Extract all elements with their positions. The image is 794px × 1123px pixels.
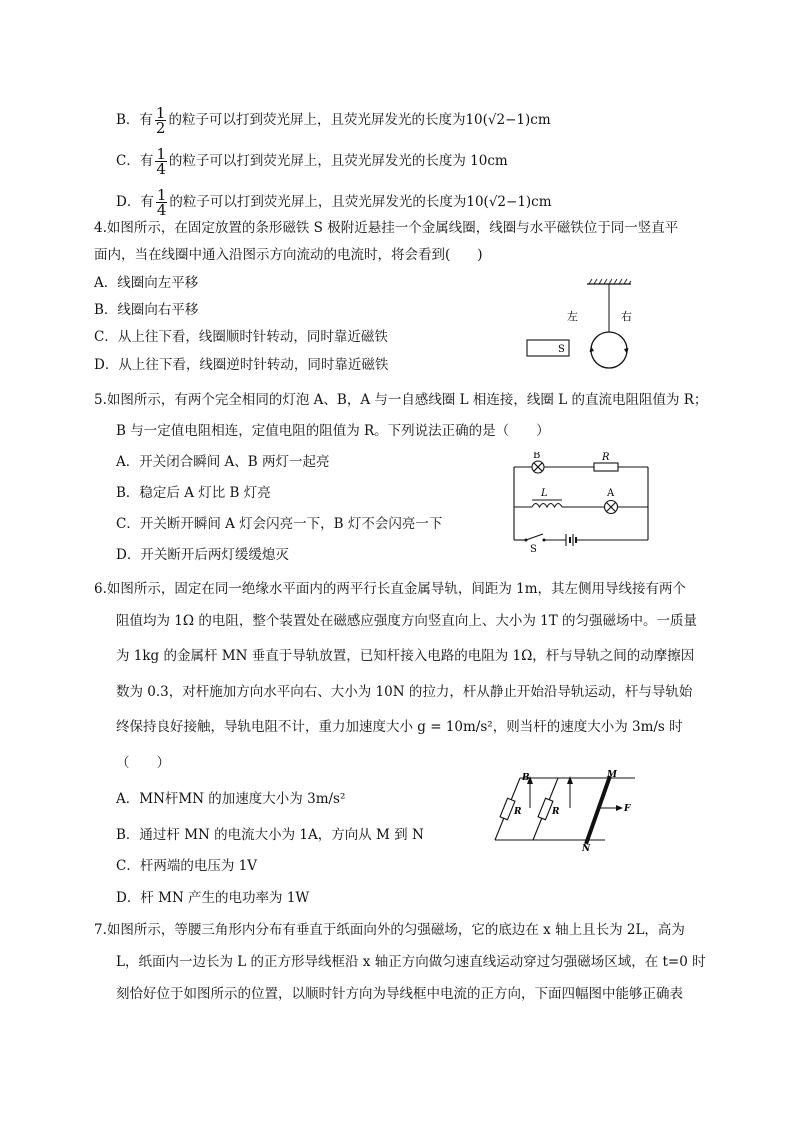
force-arrow-icon (600, 805, 623, 811)
battery (566, 534, 576, 546)
switch-s (526, 534, 543, 540)
fraction: $\frac{1}{4}$ (156, 186, 167, 219)
metal-rod-mn (586, 776, 610, 844)
q6-stem-line1: 6.如图所示，固定在同一绝缘水平面内的两平行长直金属导轨，间距为 1m，其左侧用导线接有两个 (94, 581, 687, 597)
inductor-l (532, 504, 562, 508)
q5-option-c: C．开关断开瞬间 A 灯会闪亮一下，B 灯不会闪亮一下 (116, 516, 443, 532)
resistor-label-1: R (514, 807, 522, 817)
lamp-a (605, 501, 618, 514)
field-label-b: B (522, 773, 530, 783)
q6-option-d: D．杆 MN 产生的电功率为 1W (116, 890, 310, 906)
q4-option-c: C．从上往下看，线圈顺时针转动，同时靠近磁铁 (94, 329, 388, 345)
inductor-label: L (541, 488, 548, 499)
q7-stem-line3: 刻恰好位于如图所示的位置，以顺时针方向为导线框中电流的正方向，下面四幅图中能够正确表 (116, 986, 683, 1002)
q4-stem-line1: 4.如图所示，在固定放置的条形磁铁 S 极附近悬挂一个金属线圈，线圈与水平磁铁位于同一竖直平 (94, 220, 679, 236)
q7-stem-line1: 7.如图所示，等腰三角形内分布有垂直于纸面向外的匀强磁场，它的底边在 x 轴上且长为 2L，高为 (94, 922, 685, 938)
q6-rail-figure (490, 770, 650, 854)
q4-figure (525, 278, 645, 374)
q4-option-b: B．线圈向右平移 (94, 302, 199, 318)
q6-stem-line5: 终保持良好接触，导轨电阻不计，重力加速度大小 g = 10m/s²，则当杆的速度大小为 3m/s 时 (116, 719, 683, 735)
q5-stem-line2: B 与一定值电阻相连，定值电阻的阻值为 R。下列说法正确的是（ ） (116, 423, 550, 439)
resistor-r2 (538, 798, 553, 820)
label-right: 右 (621, 310, 632, 323)
magnet-pole-label: S (558, 344, 565, 355)
lamp-a-label: A (607, 488, 615, 499)
lamp-b (532, 461, 544, 473)
resistor-r1 (500, 798, 515, 820)
fraction: $\frac{1}{2}$ (155, 104, 166, 137)
q6-stem-line3: 为 1kg 的金属杆 MN 垂直于导轨放置，已知杆接入电路的电阻为 1Ω，杆与导轨之间的动摩擦因 (116, 648, 695, 664)
q6-stem-line6: （ ） (116, 755, 170, 771)
q4-stem-line2: 面内，当在线圈中通入沿图示方向流动的电流时，将会看到( ) (94, 247, 483, 263)
resistor-label: R (602, 452, 610, 463)
q5-stem-line1: 5.如图所示，有两个完全相同的灯泡 A、B，A 与一自感线圈 L 相连接，线圈 L 的直流电阻阻值为 R； (94, 392, 708, 408)
q6-option-a: A．MN杆MN 的加速度大小为 3m/s² (116, 791, 346, 807)
rod-label-m: M (607, 770, 617, 780)
force-label-f: F (624, 804, 631, 814)
switch-label: S (530, 544, 537, 554)
q5-option-a: A．开关闭合瞬间 A、B 两灯一起亮 (116, 454, 330, 470)
q6-stem-line4: 数为 0.3，对杆施加方向水平向右、大小为 10N 的拉力，杆从静止开始沿导轨运动，杆与导轨始 (116, 684, 693, 700)
label-left: 左 (567, 310, 578, 323)
metal-coil (591, 332, 627, 368)
lamp-b-label: B (533, 452, 541, 461)
q6-option-c: C．杆两端的电压为 1V (116, 858, 257, 874)
rod-label-n: N (582, 844, 591, 854)
q3-option-c: C．有 $\frac{1}{4}$ 的粒子可以打到荧光屏上，且荧光屏发光的长度为 10cm (116, 145, 508, 178)
switch-contact (525, 539, 528, 542)
resistor-label-2: R (552, 807, 560, 817)
q6-option-b: B．通过杆 MN 的电流大小为 1A，方向从 M 到 N (116, 827, 424, 843)
resistor-r (594, 463, 618, 471)
q3-option-b: B．有 $\frac{1}{2}$ 的粒子可以打到荧光屏上，且荧光屏发光的长度为10(√2−1)cm (116, 104, 551, 137)
switch-contact (543, 539, 546, 542)
ceiling-hatch (589, 279, 631, 284)
q4-option-d: D．从上往下看，线圈逆时针转动，同时靠近磁铁 (94, 357, 389, 373)
q4-option-a: A．线圈向左平移 (94, 275, 199, 291)
fraction: $\frac{1}{4}$ (156, 145, 166, 178)
q7-stem-line2: L，纸面内一边长为 L 的正方形导线框沿 x 轴正方向做匀速直线运动穿过匀强磁场区域，在 t=0 时 (116, 954, 706, 970)
q6-stem-line2: 阻值均为 1Ω 的电阻，整个装置处在磁感应强度方向竖直向上、大小为 1T 的匀强磁场中。一质量 (116, 613, 698, 629)
q3-option-d: D．有 $\frac{1}{4}$ 的粒子可以打到荧光屏上，且荧光屏发光的长度为10(√2−1)cm (116, 186, 552, 219)
q5-circuit-figure (508, 452, 658, 554)
q5-option-d: D．开关断开后两灯缓缓熄灭 (116, 547, 289, 563)
q5-option-b: B．稳定后 A 灯比 B 灯亮 (116, 485, 271, 501)
